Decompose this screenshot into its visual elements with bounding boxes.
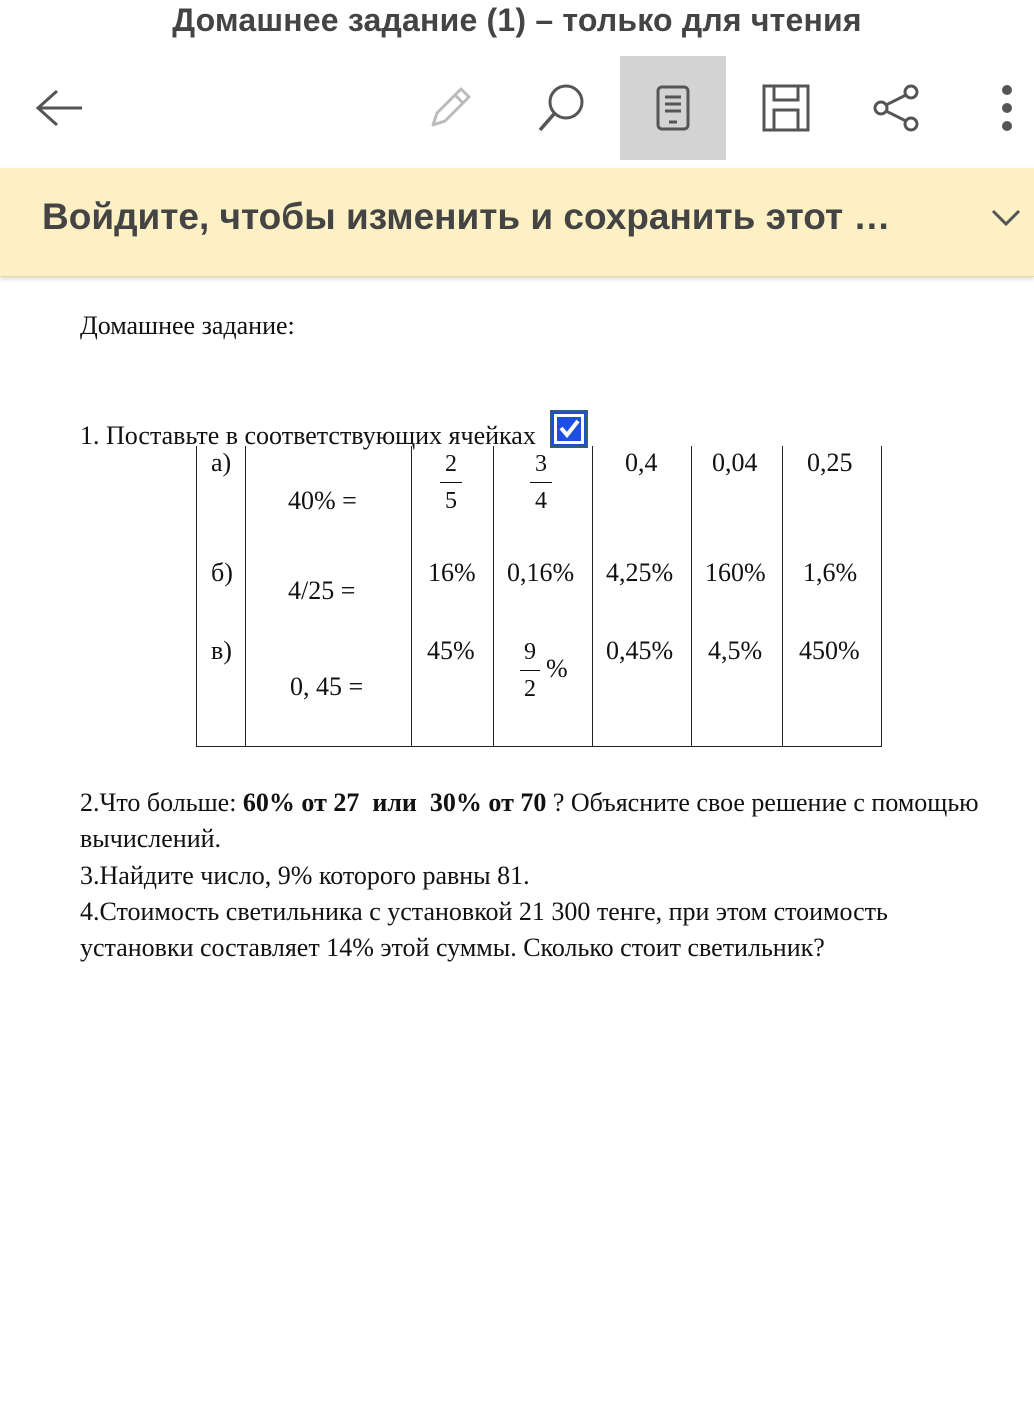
task-1-label: 1. Поставьте в соответствующих ячейках	[80, 421, 536, 450]
row-expression: 0, 45 =	[290, 672, 364, 701]
fraction: 2 5	[440, 450, 462, 515]
table-row	[197, 446, 882, 520]
option-cell[interactable]: 4,5%	[692, 634, 783, 708]
doc-heading: Домашнее задание:	[80, 311, 295, 340]
row-label: а)	[211, 448, 232, 477]
sign-in-banner[interactable]	[0, 168, 1034, 277]
table-row-spacer	[197, 708, 882, 746]
sign-in-banner-text: Войдите, чтобы изменить и сохранить этот …	[42, 196, 891, 237]
back-button[interactable]	[20, 56, 100, 160]
option-cell[interactable]: 16%	[412, 556, 494, 596]
arrow-left-icon	[35, 88, 85, 128]
reading-view-button[interactable]	[620, 56, 726, 160]
option-cell[interactable]: 450%	[783, 634, 882, 708]
task-2-text: 2.Что больше: 60% от 27 или 30% от 70 ? Объясните свое решение с помощью вычислений.	[80, 788, 979, 853]
share-button[interactable]	[854, 56, 938, 160]
edit-button[interactable]	[410, 56, 490, 160]
option-cell[interactable]: 0,04	[692, 446, 783, 520]
option-cell[interactable]: 0,16%	[494, 556, 593, 596]
matching-table	[196, 446, 882, 747]
reading-view-icon	[655, 84, 691, 132]
fraction: 3 4	[530, 450, 552, 515]
option-cell[interactable]	[412, 446, 494, 520]
row-expression: 4/25 =	[288, 576, 356, 605]
save-button[interactable]	[744, 56, 828, 160]
task-3-text: 3.Найдите число, 9% которого равны 81.	[80, 861, 530, 890]
window-title-bar	[0, 0, 1034, 44]
chevron-down-icon[interactable]	[990, 208, 1022, 228]
row-label: в)	[211, 636, 232, 665]
more-vertical-icon	[1000, 84, 1014, 132]
table-row-spacer	[197, 596, 882, 634]
floppy-disk-icon	[761, 83, 811, 133]
option-cell[interactable]: 9 2 %	[494, 634, 593, 708]
task-4-text: 4.Стоимость светильника с установкой 21 300 тенге, при этом стоимость установки составляет 14% этой суммы. Сколько стоит светильник?	[80, 897, 888, 962]
table-row	[197, 634, 882, 708]
option-cell[interactable]: 0,45%	[593, 634, 692, 708]
option-cell[interactable]: 0,4	[593, 446, 692, 520]
option-cell[interactable]: 0,25	[783, 446, 882, 520]
option-cell[interactable]: 160%	[692, 556, 783, 596]
option-cell[interactable]: 1,6%	[783, 556, 882, 596]
share-icon	[871, 83, 921, 133]
search-icon	[536, 82, 588, 134]
table-row-spacer	[197, 520, 882, 556]
toolbar	[0, 48, 1034, 166]
more-button[interactable]	[980, 56, 1034, 160]
row-label: б)	[211, 558, 233, 587]
row-expression: 40% =	[288, 486, 357, 515]
option-cell[interactable]	[494, 446, 593, 520]
pencil-icon	[425, 83, 475, 133]
fraction: 9 2	[520, 638, 540, 703]
table-row	[197, 556, 882, 596]
checkbox-checked-icon	[550, 410, 588, 448]
window-title: Домашнее задание (1) – только для чтения	[172, 2, 862, 38]
option-cell[interactable]: 4,25%	[593, 556, 692, 596]
search-button[interactable]	[520, 56, 604, 160]
option-cell[interactable]: 45%	[412, 634, 494, 708]
